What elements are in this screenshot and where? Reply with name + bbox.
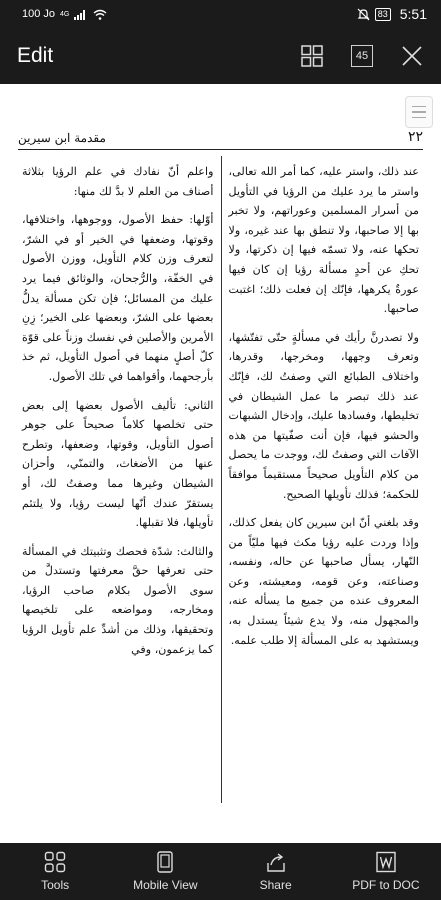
paragraph: ولا تصدرنَّ رأيك في مسألةٍ حتّى تفتّشها، وتعرف وجهها، ومخرجها، وقدرها، واختلاف الطبائع التي وصفتُ لك، فإنّك عند ذلك تبصر ما عمل الشيطان في تخليطها، وفسادها عليك، وإدخال الشبهات والحشو فيها، فإن أنت صفّيتها من هذه الآفات التي وصفتُ لك، ووجدت ما يحصل من كلام التأويل صحيحاً مستقيماً موافقاً للحكمة؛ فذلك تأويلها الصحيح.: [228, 330, 419, 501]
status-left: [22, 8, 107, 20]
app-title: Edit: [17, 44, 54, 67]
paragraph: واعلم أنّ نفادك في علم الرؤيا بثلاثة أصناف من العلم لا بدَّ لك منها:: [22, 165, 214, 198]
page-number: ٢٢: [407, 129, 423, 145]
right-column: [221, 156, 424, 803]
tools-button[interactable]: [0, 851, 110, 892]
word-doc-icon: [375, 851, 397, 873]
pdf-to-doc-label: PDF to DOC: [352, 878, 420, 892]
text-columns: [18, 156, 423, 803]
running-header-title: مقدمة ابن سيرين: [18, 131, 106, 145]
mute-icon: [357, 8, 370, 21]
handle-line-icon: [412, 117, 426, 119]
handle-line-icon: [412, 106, 426, 108]
app-bar: [0, 28, 441, 84]
wifi-icon: [93, 9, 107, 20]
paragraph: وقد بلغني أنّ ابن سيرين كان يفعل كذلك، وإذا وردت عليه رؤيا مكث فيها مليّاً من النّهار، يسأل صاحبها عن حاله، ونفسه، وصناعته، وعن قومه، ومعيشته، وعن المعروف عنده من جميع ما يسأله عنه، والمجهول منه، ولا يدع شيئاً يستدل به، ويستشهد به على المسألة إلا طلب علمه.: [228, 516, 419, 647]
grid-view-button[interactable]: [299, 43, 325, 69]
close-icon: [401, 45, 423, 67]
mobile-view-icon: [154, 851, 176, 873]
paragraph: الثاني: تأليف الأصول بعضها إلى بعض حتى تخلصها كلاماً صحيحاً على جوهر أصول التأويل، وقوتها، وضعفها، وتطرح عنها من الأضغاث، والتمنّي، وأحزان الشيطان وغيرها مما وصفتُ لك، أو يستقرّ عندك أنّها ليست رؤيا، ولا يلتئم تأويلها، فلا تقبلها.: [22, 398, 214, 530]
grid-view-icon: [301, 45, 323, 67]
paragraph: عند ذلك، واستر عليه، كما أمر الله تعالى، واستر ما يرد عليك من الرؤيا في التأويل من أسرار المسلمين وعوراتهم، ولا تخبر بها إلا صاحبها، ولا تنطق بها عند غيره، ولا تحكها عنه، ولا تسمّه فيها إن ذكرتها، ولا تحكِ عن أحدٍ مسألة رؤيا إن كان فيها عورةٌ يكرهها، فإنّك إن فعلت ذلك؛ اغتبت صاحبها.: [228, 165, 419, 316]
clock: 5:51: [399, 6, 427, 22]
tools-grid-icon: [44, 851, 66, 873]
carrier-label: 100 Jo: [22, 8, 56, 20]
handle-line-icon: [412, 111, 426, 113]
signal-icon: [74, 9, 88, 20]
app-actions: [299, 43, 425, 69]
page-header: [18, 124, 423, 150]
mobile-view-label: Mobile View: [133, 878, 198, 892]
tools-label: Tools: [41, 878, 70, 892]
bottom-toolbar: [0, 843, 441, 900]
page-count-badge: 45: [351, 45, 373, 67]
share-label: Share: [259, 878, 292, 892]
paragraph: والثالث: شدّة فحصك وتثبيتك في المسألة حتى تعرفها حقَّ معرفتها وتستدلَّ من سوى الأصول بكلام صاحب الرؤيا، ومخارجه، ومواضعه على تلخيصها وتحقيقها، وذلك من أشدِّ علم تأويل الرؤيا كما يزعمون، وفي: [22, 544, 214, 656]
status-right: [357, 6, 427, 22]
status-bar: [0, 0, 441, 28]
paragraph: أوّلها: حفظ الأصول، ووجوهها، واختلافها، وقوتها، وضعفها في الخير أو في الشرّ، لتعرف وزن كلام التأويل، ووزن الأصول في الخفّة، والرُّجحان، والوثائق فيما يرد عليك من المسائل؛ فإن تكن مسألة يدلُّ بعضها على الشرّ، وبعضها على الخير؛ زِنِ الأمرين والأصلين في نفسك وزناً على قوّة كلّ أصلٍ منهما في أصول التأويل، ثم خذ بأرجحهما، وأقواهما في تلك الأصول.: [22, 213, 214, 383]
pdf-to-doc-button[interactable]: [331, 851, 441, 892]
mobile-view-button[interactable]: [110, 851, 220, 892]
share-icon: [265, 851, 287, 873]
left-column: [18, 156, 221, 803]
battery-icon: 83: [375, 8, 391, 21]
share-button[interactable]: [221, 851, 331, 892]
network-type-label: 4G: [60, 10, 70, 18]
document-page[interactable]: [0, 84, 441, 843]
close-button[interactable]: [399, 43, 425, 69]
page-count-button[interactable]: [349, 43, 375, 69]
